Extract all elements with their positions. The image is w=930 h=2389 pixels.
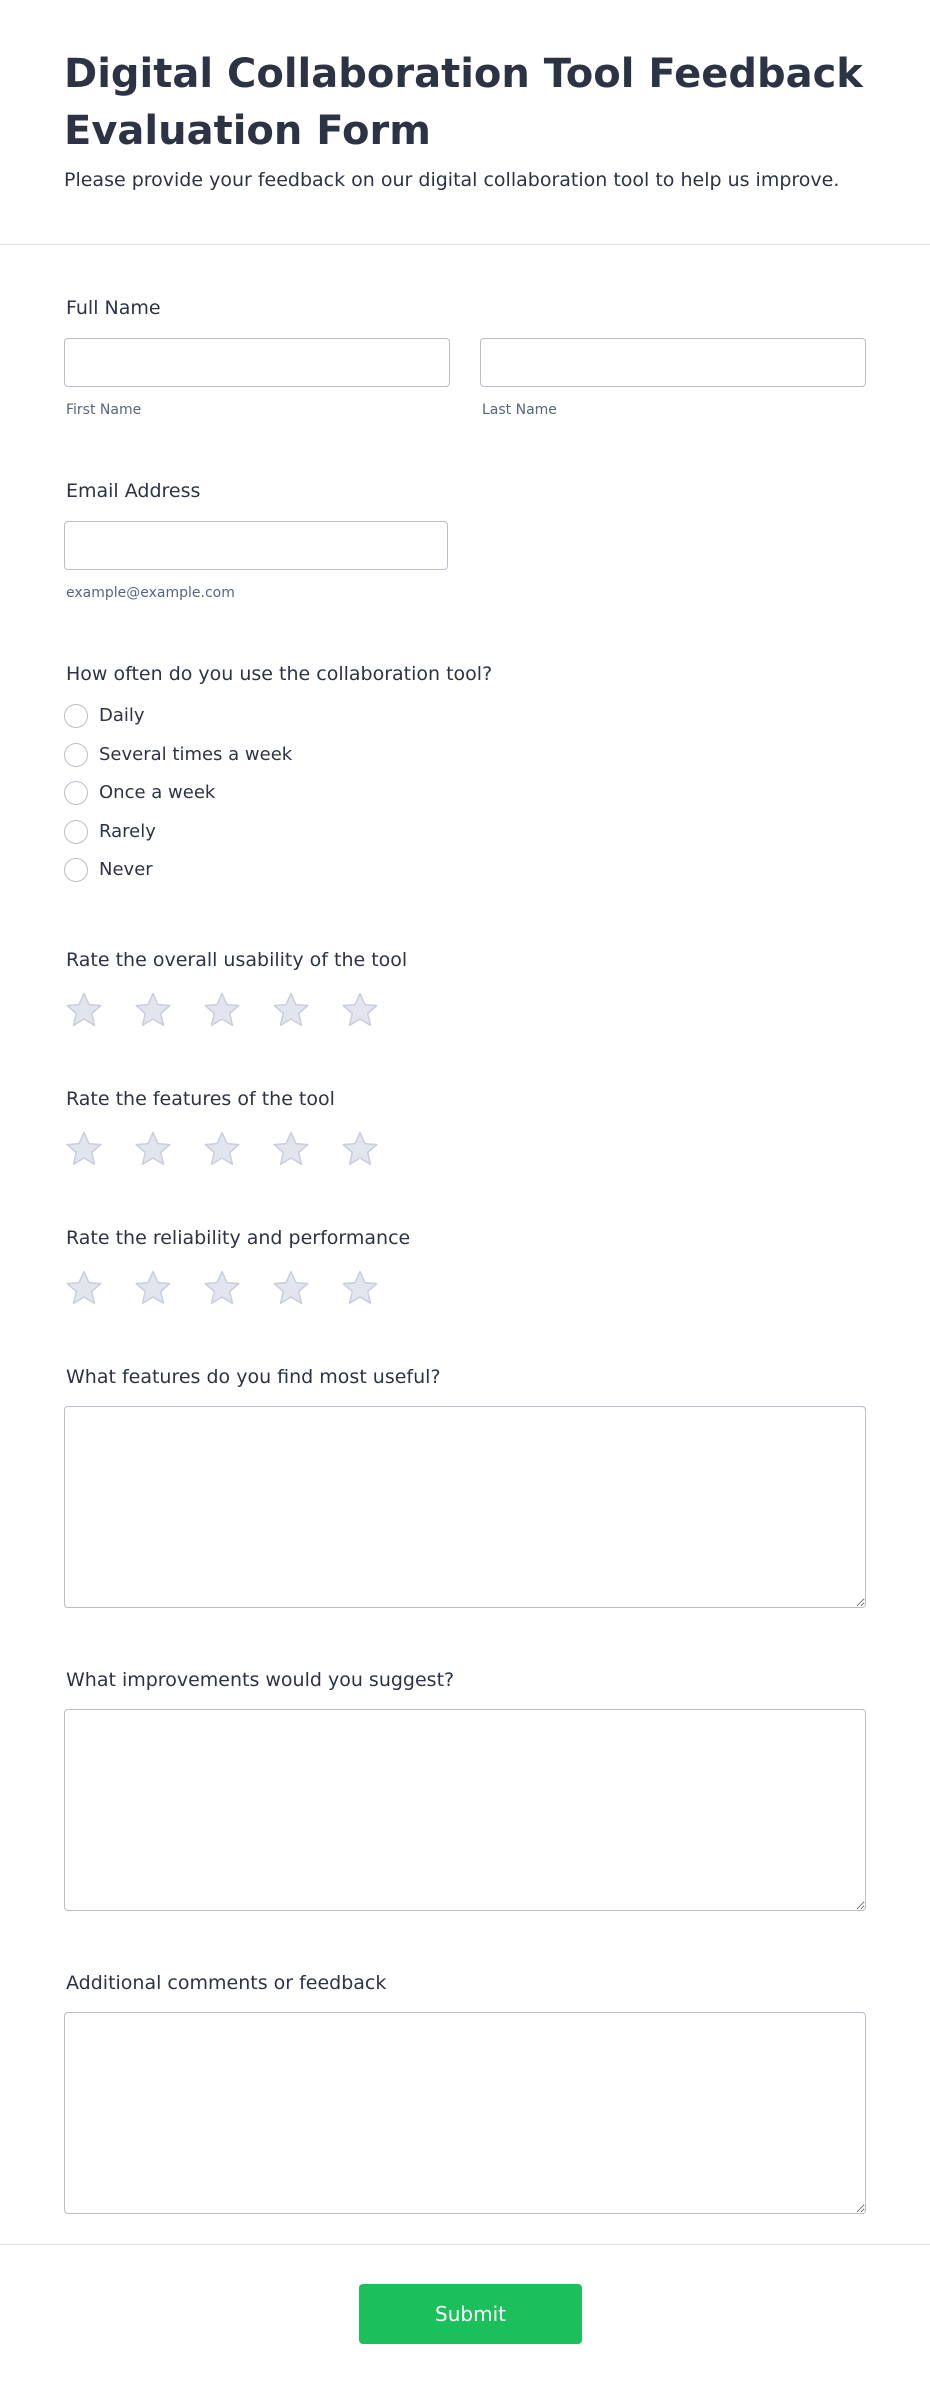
- usage-option-daily[interactable]: [64, 697, 564, 736]
- email-label: Email Address: [66, 480, 201, 502]
- additional-comments-textarea[interactable]: [64, 2012, 866, 2214]
- star-icon[interactable]: [133, 1129, 173, 1169]
- improvements-label: What improvements would you suggest?: [66, 1669, 455, 1691]
- star-icon[interactable]: [340, 990, 380, 1030]
- star-icon[interactable]: [133, 1268, 173, 1308]
- improvements-textarea[interactable]: [64, 1709, 866, 1911]
- usage-option-several-times-a-week[interactable]: [64, 736, 564, 775]
- first-name-sublabel: First Name: [66, 402, 142, 418]
- usability-rating-label: Rate the overall usability of the tool: [66, 949, 408, 971]
- usage-option-never[interactable]: [64, 851, 564, 890]
- features-star-rating: [64, 1129, 380, 1169]
- radio-button[interactable]: [64, 743, 88, 767]
- star-icon[interactable]: [271, 1268, 311, 1308]
- form-subtitle: Please provide your feedback on our digital collaboration tool to help us improve.: [64, 169, 840, 191]
- form-footer: [0, 2244, 930, 2389]
- useful-features-label: What features do you find most useful?: [66, 1366, 441, 1388]
- star-icon[interactable]: [202, 1129, 242, 1169]
- radio-label: Several times a week: [99, 743, 293, 765]
- features-rating-label: Rate the features of the tool: [66, 1088, 335, 1110]
- usage-option-once-a-week[interactable]: [64, 774, 564, 813]
- useful-features-textarea[interactable]: [64, 1406, 866, 1608]
- radio-button[interactable]: [64, 781, 88, 805]
- usage-radio-group: [64, 697, 564, 890]
- star-icon[interactable]: [271, 990, 311, 1030]
- star-icon[interactable]: [202, 1268, 242, 1308]
- radio-button[interactable]: [64, 704, 88, 728]
- star-icon[interactable]: [271, 1129, 311, 1169]
- form-header: [0, 0, 930, 245]
- usability-star-rating: [64, 990, 380, 1030]
- usage-option-rarely[interactable]: [64, 813, 564, 852]
- reliability-star-rating: [64, 1268, 380, 1308]
- star-icon[interactable]: [340, 1268, 380, 1308]
- star-icon[interactable]: [340, 1129, 380, 1169]
- first-name-input[interactable]: [64, 338, 450, 387]
- last-name-sublabel: Last Name: [482, 402, 557, 418]
- reliability-rating-label: Rate the reliability and performance: [66, 1227, 411, 1249]
- radio-label: Once a week: [99, 782, 216, 804]
- radio-label: Rarely: [99, 820, 156, 842]
- email-input[interactable]: [64, 521, 448, 570]
- radio-label: Daily: [99, 705, 145, 727]
- star-icon[interactable]: [64, 1268, 104, 1308]
- usage-question-label: How often do you use the collaboration tool?: [66, 663, 493, 685]
- full-name-label: Full Name: [66, 297, 161, 319]
- radio-label: Never: [99, 859, 153, 881]
- radio-button[interactable]: [64, 858, 88, 882]
- star-icon[interactable]: [64, 990, 104, 1030]
- radio-button[interactable]: [64, 820, 88, 844]
- last-name-input[interactable]: [480, 338, 866, 387]
- star-icon[interactable]: [64, 1129, 104, 1169]
- form-title: Digital Collaboration Tool Feedback Evaluation Form: [64, 51, 863, 154]
- star-icon[interactable]: [133, 990, 173, 1030]
- email-sublabel: example@example.com: [66, 585, 235, 601]
- star-icon[interactable]: [202, 990, 242, 1030]
- additional-comments-label: Additional comments or feedback: [66, 1972, 387, 1994]
- submit-button[interactable]: Submit: [359, 2284, 582, 2344]
